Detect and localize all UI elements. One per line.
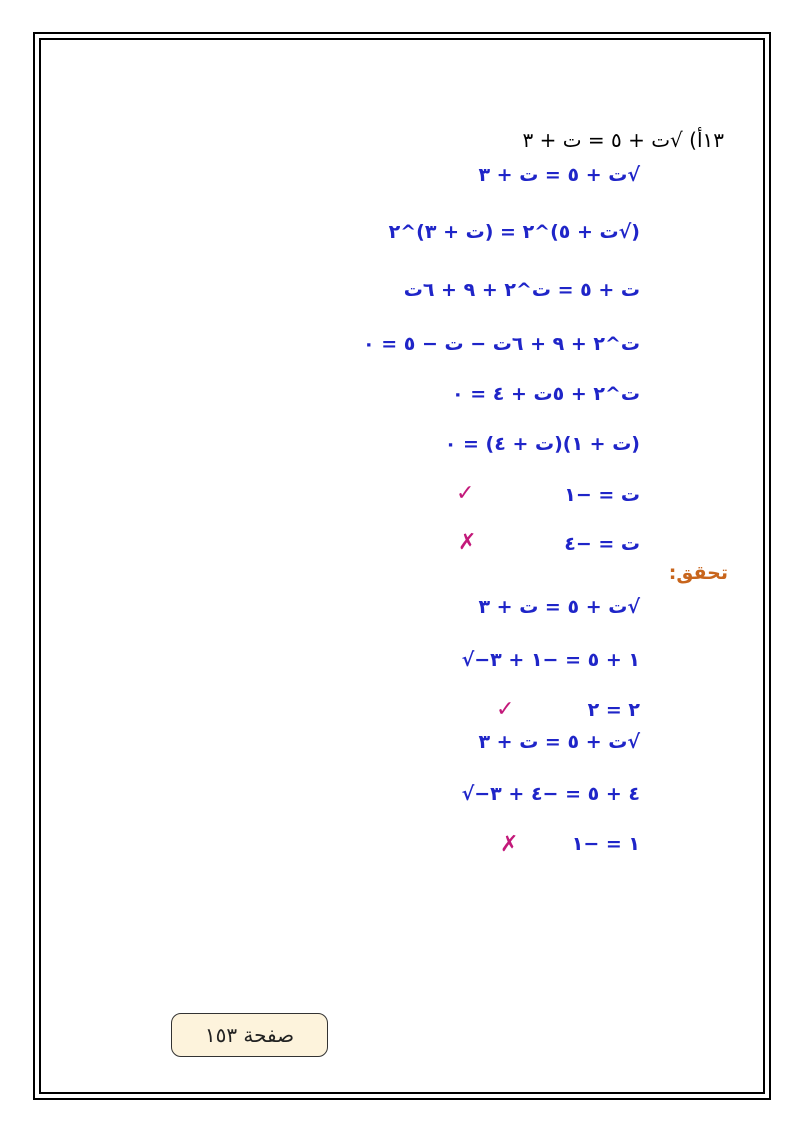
problem-statement: √ت + ٥ = ت + ٣	[522, 128, 683, 152]
check1-line1: √ت + ٥ = ت + ٣	[478, 596, 640, 618]
solution-1: ت = −١	[564, 484, 640, 506]
step-1: √ت + ٥ = ت + ٣	[478, 164, 640, 186]
page-number-label: صفحة ١٥٣	[204, 1023, 295, 1047]
solution-2: ت = −٤	[564, 533, 640, 555]
page-number-box	[171, 1013, 328, 1057]
check2-line2: √−٤ + ٥ = −٤ + ٣	[461, 783, 640, 805]
page-border-inner	[39, 38, 765, 1094]
check-mark-icon: ✓	[456, 481, 475, 506]
step-3: ت + ٥ = ت^٢ + ٩ + ٦ت	[403, 279, 640, 301]
problem-number: ١٣أ)	[689, 128, 724, 152]
check-heading: تحقق:	[668, 562, 728, 584]
step-5: ت^٢ + ٥ت + ٤ = ٠	[451, 383, 640, 405]
cross-mark-icon: ✗	[500, 832, 519, 857]
problem-header	[522, 128, 724, 152]
cross-mark-icon: ✗	[458, 530, 477, 555]
check2-line1: √ت + ٥ = ت + ٣	[478, 731, 640, 753]
step-4: ت^٢ + ٩ + ٦ت − ت − ٥ = ٠	[362, 333, 640, 355]
check-mark-icon: ✓	[496, 697, 515, 722]
step-6: (ت + ١)(ت + ٤) = ٠	[444, 433, 640, 455]
check1-line3: ٢ = ٢	[587, 699, 640, 721]
check2-line3: ١ = −١	[571, 833, 640, 855]
check1-line2: √−١ + ٥ = −١ + ٣	[461, 649, 640, 671]
step-2: (√ت + ٥)^٢ = (ت + ٣)^٢	[388, 221, 640, 243]
